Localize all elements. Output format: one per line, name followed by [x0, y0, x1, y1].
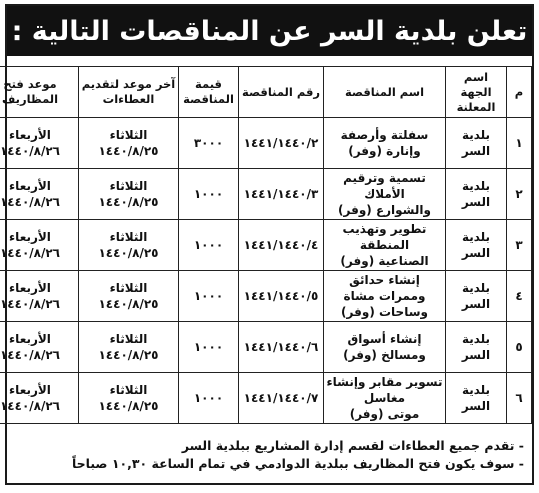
- date-value: ١٤٤٠/٨/٢٥: [98, 297, 159, 311]
- weekday-label: الأربعاء: [9, 179, 51, 193]
- header-number: م: [507, 67, 532, 118]
- row-entity: بلدية السر: [446, 322, 507, 373]
- date-value: ١٤٤٠/٨/٢٥: [98, 246, 159, 260]
- date-value: ١٤٤٠/٨/٢٦: [0, 399, 61, 413]
- date-value: ١٤٤٠/٨/٢٦: [0, 144, 61, 158]
- weekday-label: الأربعاء: [9, 281, 51, 295]
- date-value: ١٤٤٠/٨/٢٦: [0, 348, 61, 362]
- header-tender-value: قيمة المناقصة: [179, 67, 239, 118]
- row-tender-name: تسمية وترقيم الأملاك والشوارع (وفر): [324, 169, 446, 220]
- row-entity: بلدية السر: [446, 169, 507, 220]
- header-tender-name: اسم المناقصة: [324, 67, 446, 118]
- row-entity: بلدية السر: [446, 271, 507, 322]
- tender-announcement: [0, 4, 534, 485]
- row-opening-date: [0, 271, 79, 322]
- table-row: [0, 118, 532, 169]
- header-submission-deadline: آخر موعد لتقديم العطاءات: [79, 67, 179, 118]
- row-tender-value: ١٠٠٠: [179, 220, 239, 271]
- date-value: ١٤٤٠/٨/٢٦: [0, 297, 61, 311]
- tenders-table: [0, 66, 532, 424]
- row-tender-name: إنشاء أسواق ومسالخ (وفر): [324, 322, 446, 373]
- note-opening-time: - سوف يكون فتح المظاريف ببلدية الدوادمي في تمام الساعة ١٠,٣٠ صباحاً: [71, 456, 524, 471]
- row-entity: بلدية السر: [446, 373, 507, 424]
- weekday-label: الأربعاء: [9, 230, 51, 244]
- row-opening-date: [0, 169, 79, 220]
- row-opening-date: [0, 373, 79, 424]
- date-value: ١٤٤٠/٨/٢٥: [98, 144, 159, 158]
- announcement-title: تعلن بلدية السر عن المناقصات التالية :: [7, 6, 532, 56]
- notes: [72, 437, 524, 473]
- row-tender-number: ١٤٤١/١٤٤٠/٧: [239, 373, 324, 424]
- date-value: ١٤٤٠/٨/٢٥: [98, 399, 159, 413]
- row-submission-deadline: [79, 271, 179, 322]
- weekday-label: الثلاثاء: [109, 179, 148, 193]
- table-row: [0, 271, 532, 322]
- table-header-row: [0, 67, 532, 118]
- row-tender-number: ١٤٤١/١٤٤٠/٦: [239, 322, 324, 373]
- table-row: [0, 322, 532, 373]
- weekday-label: الثلاثاء: [109, 332, 148, 346]
- row-opening-date: [0, 118, 79, 169]
- row-tender-number: ١٤٤١/١٤٤٠/٤: [239, 220, 324, 271]
- weekday-label: الثلاثاء: [109, 281, 148, 295]
- row-number: ٢: [507, 169, 532, 220]
- weekday-label: الثلاثاء: [109, 383, 148, 397]
- note-submission: - تقدم جميع العطاءات لقسم إدارة المشاريع ببلدية السر: [181, 438, 524, 453]
- table-row: [0, 220, 532, 271]
- weekday-label: الثلاثاء: [109, 230, 148, 244]
- row-tender-name: تسوير مقابر وإنشاء مغاسل موتى (وفر): [324, 373, 446, 424]
- header-entity: اسم الجهة المعلنة: [446, 67, 507, 118]
- row-tender-number: ١٤٤١/١٤٤٠/٥: [239, 271, 324, 322]
- date-value: ١٤٤٠/٨/٢٦: [0, 195, 61, 209]
- weekday-label: الأربعاء: [9, 332, 51, 346]
- table-row: [0, 169, 532, 220]
- date-value: ١٤٤٠/٨/٢٥: [98, 195, 159, 209]
- row-tender-value: ٣٠٠٠: [179, 118, 239, 169]
- row-number: ٤: [507, 271, 532, 322]
- row-tender-number: ١٤٤١/١٤٤٠/٢: [239, 118, 324, 169]
- row-opening-date: [0, 220, 79, 271]
- row-number: ٥: [507, 322, 532, 373]
- table-row: [0, 373, 532, 424]
- row-number: ٦: [507, 373, 532, 424]
- header-opening-date: موعد فتح المظاريف: [0, 67, 79, 118]
- row-tender-name: سفلتة وأرصفة وإنارة (وفر): [324, 118, 446, 169]
- row-tender-value: ١٠٠٠: [179, 169, 239, 220]
- row-submission-deadline: [79, 169, 179, 220]
- tender-rows: [0, 118, 532, 424]
- row-entity: بلدية السر: [446, 118, 507, 169]
- row-tender-name: إنشاء حدائق وممرات مشاة وساحات (وفر): [324, 271, 446, 322]
- weekday-label: الأربعاء: [9, 383, 51, 397]
- date-value: ١٤٤٠/٨/٢٦: [0, 246, 61, 260]
- row-opening-date: [0, 322, 79, 373]
- row-submission-deadline: [79, 322, 179, 373]
- row-tender-value: ١٠٠٠: [179, 271, 239, 322]
- row-tender-number: ١٤٤١/١٤٤٠/٣: [239, 169, 324, 220]
- row-number: ١: [507, 118, 532, 169]
- weekday-label: الأربعاء: [9, 128, 51, 142]
- row-submission-deadline: [79, 373, 179, 424]
- row-tender-value: ١٠٠٠: [179, 373, 239, 424]
- date-value: ١٤٤٠/٨/٢٥: [98, 348, 159, 362]
- weekday-label: الثلاثاء: [109, 128, 148, 142]
- row-tender-name: تطوير وتهذيب المنطقة الصناعية (وفر): [324, 220, 446, 271]
- row-tender-value: ١٠٠٠: [179, 322, 239, 373]
- row-submission-deadline: [79, 220, 179, 271]
- row-submission-deadline: [79, 118, 179, 169]
- row-number: ٣: [507, 220, 532, 271]
- row-entity: بلدية السر: [446, 220, 507, 271]
- header-tender-number: رقم المناقصة: [239, 67, 324, 118]
